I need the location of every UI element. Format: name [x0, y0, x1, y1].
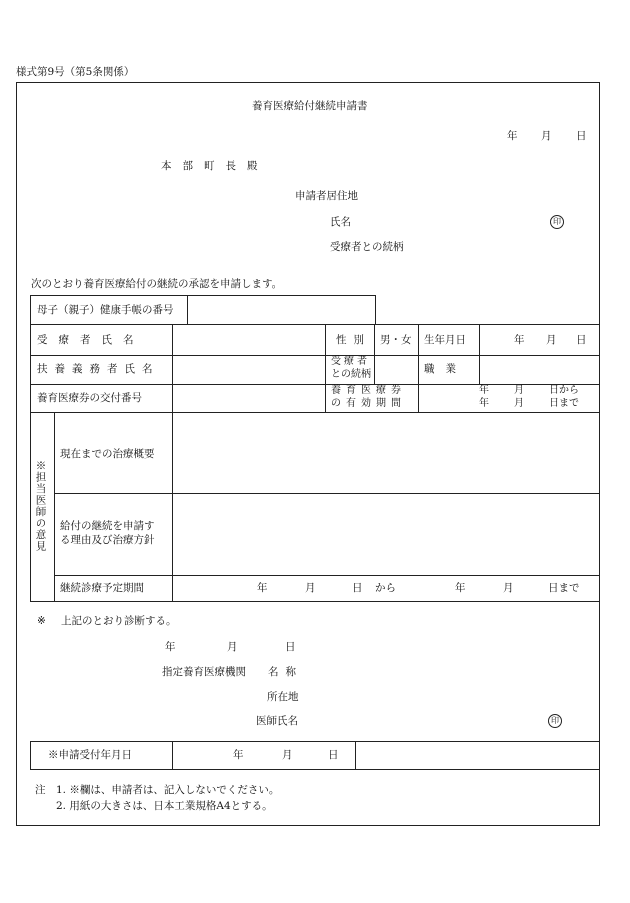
ticket-number-label: 養育医療券の交付番号	[37, 392, 142, 404]
sex-label: 性別	[336, 334, 371, 346]
period-end-month: 月	[503, 582, 514, 594]
addressee: 本部町長殿	[161, 160, 269, 172]
receipt-date-label: ※申請受付年月日	[48, 749, 132, 761]
grid-line	[172, 324, 173, 601]
note-item: 2. 用紙の大きさは、日本工業規格A4とする。	[56, 800, 273, 812]
applicant-name-label: 氏名	[330, 216, 351, 228]
relation-label-line1: 受療者	[331, 356, 370, 367]
institution-address-label: 所在地	[267, 691, 299, 703]
treatment-period-label: 継続診療予定期間	[60, 582, 144, 594]
validity-from-year: 年	[479, 385, 489, 396]
doctor-name-label: 医師氏名	[256, 715, 298, 727]
relation-label-line2: との続柄	[331, 369, 371, 380]
grid-line	[30, 295, 375, 296]
validity-label-line2: の有効期間	[331, 398, 406, 409]
grid-line	[30, 295, 31, 601]
grid-line	[30, 412, 600, 413]
period-from: から	[375, 582, 396, 594]
form-number: 様式第9号（第5条関係）	[16, 66, 135, 78]
grid-line	[30, 741, 600, 742]
grid-line	[172, 741, 173, 770]
period-start-year: 年	[257, 582, 268, 594]
grid-line	[30, 355, 600, 356]
diagnosis-mark: ※	[37, 615, 46, 627]
grid-line	[374, 324, 375, 384]
validity-label-line1: 養育医療券	[331, 385, 406, 396]
grid-line	[30, 324, 600, 325]
validity-from-day: 日から	[549, 385, 579, 396]
grid-line	[325, 324, 326, 413]
birth-day: 日	[576, 334, 587, 346]
period-start-month: 月	[305, 582, 316, 594]
grid-line	[54, 412, 55, 601]
applicant-relation-label: 受療者との続柄	[330, 241, 404, 253]
receipt-day: 日	[328, 749, 339, 761]
grid-line	[418, 324, 419, 413]
treatment-summary-label: 現在までの治療概要	[60, 448, 155, 460]
handbook-number-label: 母子（親子）健康手帳の番号	[37, 304, 174, 316]
applicant-address-label: 申請者居住地	[295, 190, 358, 202]
note-item: 1. ※欄は、申請者は、記入しないでください。	[56, 784, 280, 796]
birth-month: 月	[546, 334, 557, 346]
date-day: 日	[576, 130, 587, 142]
diagnosis-year: 年	[165, 641, 176, 653]
sex-value: 男・女	[380, 334, 412, 346]
patient-name-label: 受療者氏名	[37, 334, 145, 346]
reason-label-line2: る理由及び治療方針	[60, 534, 155, 546]
grid-line	[30, 769, 600, 770]
grid-line	[355, 741, 356, 770]
doctor-opinion-section-label: ※担当医師の意見	[34, 460, 47, 552]
institution-label: 指定養育医療機関	[162, 666, 246, 678]
doctor-seal-icon: 印	[548, 714, 562, 728]
birth-year: 年	[514, 334, 525, 346]
occupation-label: 職業	[424, 363, 467, 375]
notes-prefix: 注	[35, 784, 46, 796]
intro-text: 次のとおり養育医療給付の継続の承認を申請します。	[31, 278, 283, 290]
validity-to-month: 月	[514, 398, 524, 409]
receipt-month: 月	[282, 749, 293, 761]
diagnosis-month: 月	[227, 641, 238, 653]
period-end-year: 年	[455, 582, 466, 594]
grid-line	[54, 575, 600, 576]
diagnosis-day: 日	[285, 641, 296, 653]
grid-line	[375, 295, 376, 325]
validity-from-month: 月	[514, 385, 524, 396]
validity-to-year: 年	[479, 398, 489, 409]
grid-line	[187, 295, 188, 325]
applicant-seal-icon: 印	[550, 215, 564, 229]
grid-line	[30, 601, 600, 602]
guardian-name-label: 扶養義務者氏名	[37, 363, 160, 375]
diagnosis-statement: 上記のとおり診断する。	[61, 615, 177, 627]
validity-to-day: 日まで	[549, 398, 579, 409]
grid-line	[30, 741, 31, 770]
date-year: 年	[507, 130, 518, 142]
date-month: 月	[541, 130, 552, 142]
birth-date-label: 生年月日	[424, 334, 466, 346]
period-end-day: 日まで	[548, 582, 580, 594]
period-start-day: 日	[352, 582, 363, 594]
reason-label-line1: 給付の継続を申請す	[60, 520, 155, 532]
institution-name-label: 名称	[268, 666, 303, 678]
grid-line	[479, 324, 480, 384]
receipt-year: 年	[233, 749, 244, 761]
grid-line	[54, 493, 600, 494]
form-title: 養育医療給付継続申請書	[252, 100, 368, 112]
